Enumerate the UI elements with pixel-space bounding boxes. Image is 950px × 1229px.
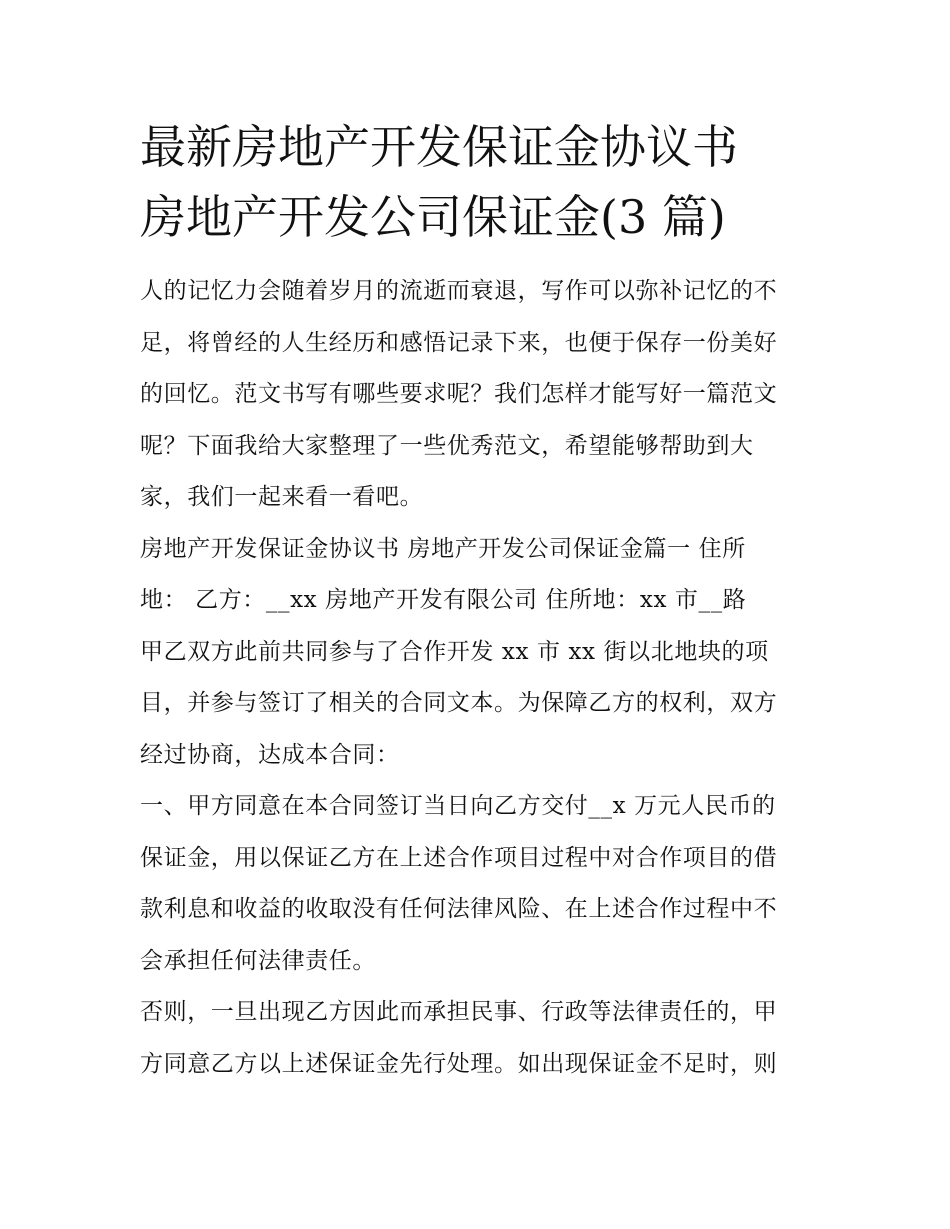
body-line: 的回忆。范文书写有哪些要求呢？我们怎样才能写好一篇范文: [140, 381, 778, 407]
body-line: 经过协商，达成本合同：: [140, 741, 400, 768]
document-title: [140, 112, 812, 252]
body-line: 家，我们一起来看一看吧。: [140, 484, 424, 510]
body-line: 保证金，用以保证乙方在上述合作项目过程中对合作项目的借: [140, 844, 778, 871]
body-line: 目，并参与签订了相关的合同文本。为保障乙方的权利，双方: [140, 690, 778, 716]
document-body: [140, 266, 812, 1090]
title-line-1: 最新房地产开发保证金协议书: [140, 120, 738, 174]
body-line: 甲乙双方此前共同参与了合作开发 xx 市 xx 街以北地块的项: [140, 638, 769, 665]
document-page: [140, 112, 812, 1090]
body-line: 房地产开发保证金协议书 房地产开发公司保证金篇一 住所: [140, 535, 746, 562]
body-line: 呢？下面我给大家整理了一些优秀范文，希望能够帮助到大: [140, 432, 754, 459]
body-line: 款利息和收益的收取没有任何法律风险、在上述合作过程中不: [140, 896, 778, 922]
title-line-2: 房地产开发公司保证金(3 篇): [140, 190, 726, 244]
body-line: 会承担任何法律责任。: [140, 947, 376, 974]
body-line: 足，将曾经的人生经历和感悟记录下来，也便于保存一份美好: [140, 329, 778, 356]
body-line: 地： 乙方：__xx 房地产开发有限公司 住所地：xx 市__路: [140, 587, 747, 613]
body-line: 一、甲方同意在本合同签订当日向乙方交付__x 万元人民币的: [140, 793, 776, 819]
body-line: 人的记忆力会随着岁月的流逝而衰退，写作可以弥补记忆的不: [140, 278, 778, 304]
body-line: 否则，一旦出现乙方因此而承担民事、行政等法律责任的，甲: [140, 999, 778, 1025]
body-line: 方同意乙方以上述保证金先行处理。如出现保证金不足时，则: [140, 1050, 778, 1077]
